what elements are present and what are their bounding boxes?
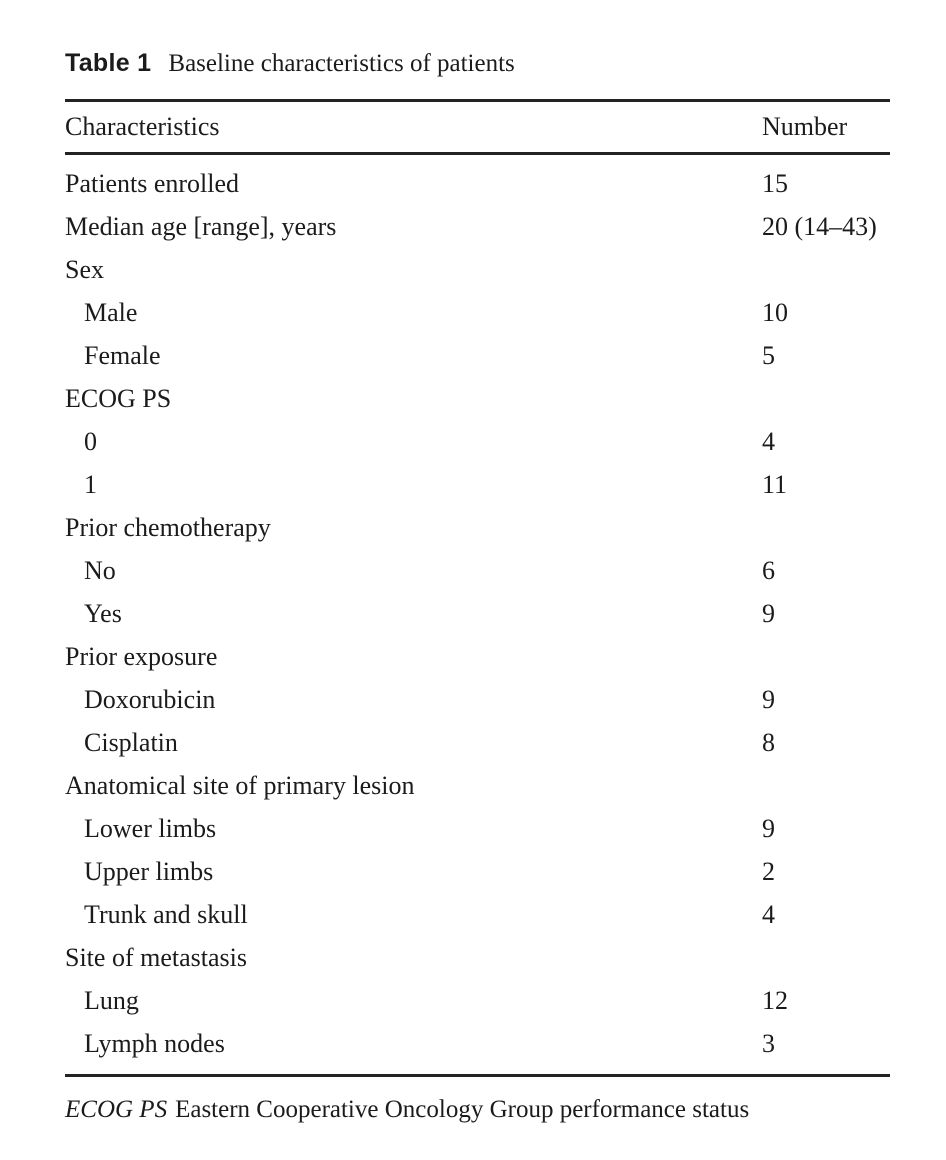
bottom-rule <box>65 1074 890 1077</box>
table-row <box>65 850 890 893</box>
table-row <box>65 248 890 291</box>
row-value: 20 (14–43) <box>762 212 877 241</box>
row-value: 2 <box>762 857 775 886</box>
row-label: Yes <box>84 599 122 628</box>
row-label: Median age [range], years <box>65 212 337 241</box>
table-row <box>65 549 890 592</box>
row-label: Lower limbs <box>84 814 217 843</box>
table-footnote <box>65 1094 890 1126</box>
footnote-abbreviation: ECOG PS <box>65 1096 168 1123</box>
row-value <box>762 764 890 807</box>
table-row <box>65 1022 890 1065</box>
row-value <box>762 248 890 291</box>
table-row <box>65 979 890 1022</box>
row-label: Cisplatin <box>84 728 178 757</box>
table-caption <box>65 48 890 79</box>
table-row <box>65 592 890 635</box>
row-label: Anatomical site of primary lesion <box>65 771 415 800</box>
table-row <box>65 678 890 721</box>
row-label: Female <box>84 341 161 370</box>
table-row <box>65 463 890 506</box>
table-row <box>65 420 890 463</box>
row-value: 11 <box>762 470 788 499</box>
row-label: Lung <box>84 986 139 1015</box>
row-value: 3 <box>762 1029 775 1058</box>
table-row <box>65 334 890 377</box>
row-value <box>762 506 890 549</box>
row-label: Site of metastasis <box>65 943 247 972</box>
table-row <box>65 377 890 420</box>
row-value: 4 <box>762 427 775 456</box>
row-value: 6 <box>762 556 775 585</box>
row-label: ECOG PS <box>65 384 172 413</box>
table-row <box>65 162 890 205</box>
table-row <box>65 807 890 850</box>
table-body <box>65 155 890 1074</box>
table-row <box>65 291 890 334</box>
table-header-row <box>65 102 890 152</box>
row-label: 1 <box>84 470 97 499</box>
table-row <box>65 764 890 807</box>
row-value: 5 <box>762 341 775 370</box>
column-header-characteristics: Characteristics <box>65 112 220 141</box>
table-row <box>65 936 890 979</box>
row-label: Upper limbs <box>84 857 214 886</box>
row-value <box>762 377 890 420</box>
table-row <box>65 721 890 764</box>
row-label: Doxorubicin <box>84 685 216 714</box>
row-value: 12 <box>762 986 788 1015</box>
table-caption-text: Baseline characteristics of patients <box>168 50 515 77</box>
row-label: Trunk and skull <box>84 900 248 929</box>
row-label: No <box>84 556 116 585</box>
row-label: Sex <box>65 255 104 284</box>
row-value <box>762 635 890 678</box>
row-value: 9 <box>762 599 775 628</box>
row-value: 4 <box>762 900 775 929</box>
row-value <box>762 936 890 979</box>
row-value: 10 <box>762 298 788 327</box>
table-row <box>65 635 890 678</box>
table-row <box>65 506 890 549</box>
row-label: Male <box>84 298 138 327</box>
column-header-number: Number <box>762 112 848 141</box>
row-label: Prior exposure <box>65 642 218 671</box>
footnote-definition: Eastern Cooperative Oncology Group performance status <box>175 1096 750 1123</box>
row-value: 9 <box>762 814 775 843</box>
row-label: Prior chemotherapy <box>65 513 271 542</box>
row-value: 8 <box>762 728 775 757</box>
row-value: 15 <box>762 169 788 198</box>
row-label: Lymph nodes <box>84 1029 225 1058</box>
table-label: Table 1 <box>65 49 152 77</box>
table-row <box>65 205 890 248</box>
row-label: Patients enrolled <box>65 169 240 198</box>
row-value: 9 <box>762 685 775 714</box>
table-row <box>65 893 890 936</box>
row-label: 0 <box>84 427 97 456</box>
